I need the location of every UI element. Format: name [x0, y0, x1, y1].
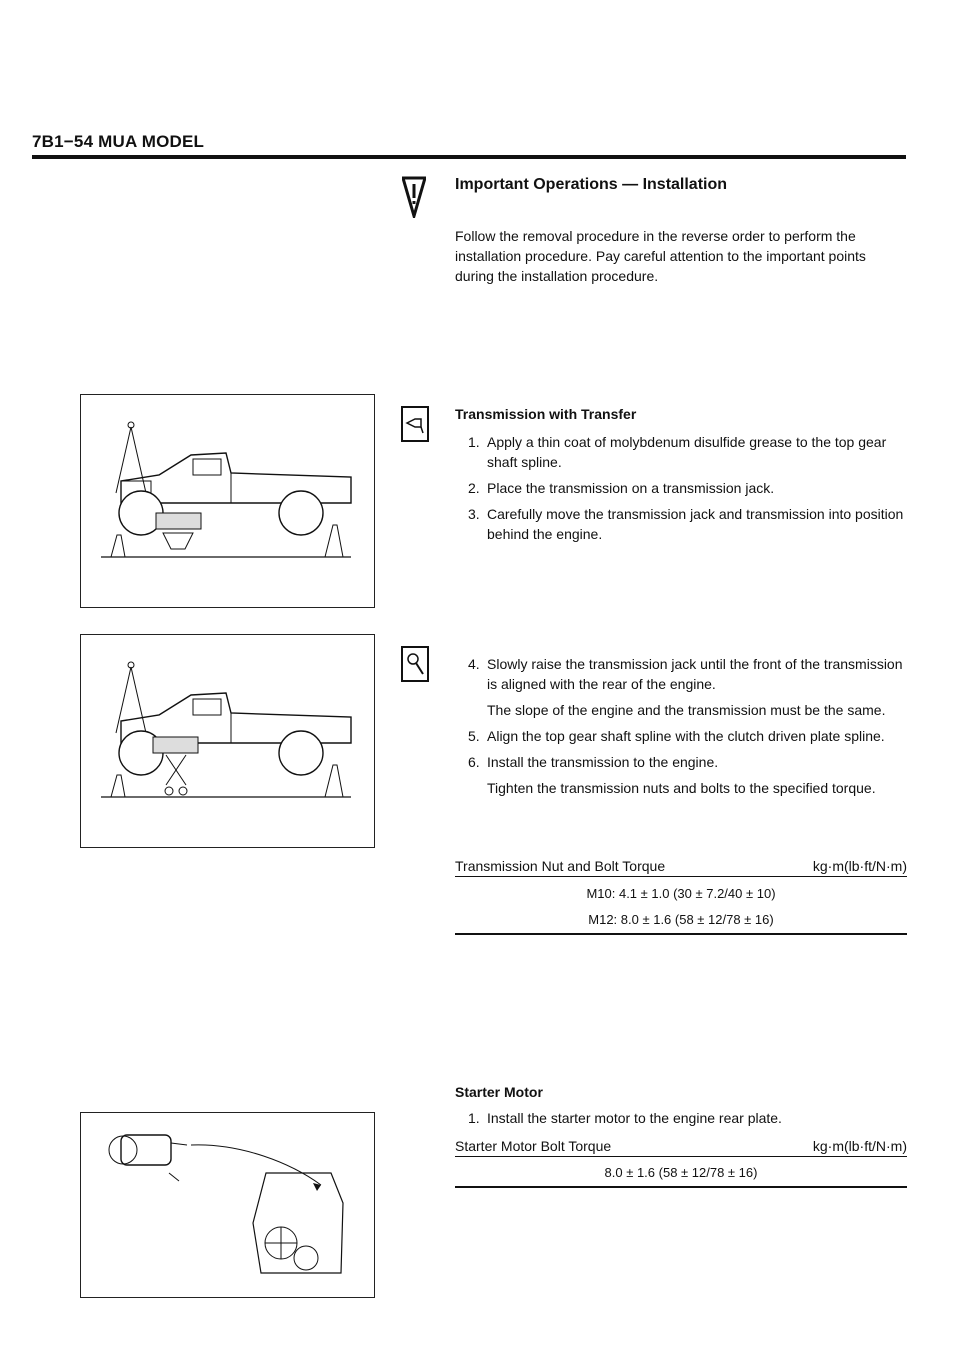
figure-transmission-on-jack — [80, 394, 375, 608]
list-item: 2. Place the transmission on a transmission jack. — [468, 480, 775, 496]
torque-value: 8.0 ± 1.6 (58 ± 12/78 ± 16) — [604, 1165, 758, 1180]
starter-torque-header — [455, 1138, 907, 1157]
transmission-torque-values — [455, 881, 907, 933]
list-item: 1. Install the starter motor to the engine rear plate. — [468, 1110, 782, 1126]
transmission-steps — [468, 432, 906, 550]
list-item: 6. Install the transmission to the engine. — [468, 754, 719, 770]
header-rule — [32, 155, 906, 159]
torque-unit: kg·m(lb·ft/N·m) — [812, 858, 907, 874]
important-operations-heading: Important Operations — Installation — [455, 176, 728, 193]
step-note: Tighten the transmission nuts and bolts to the specified torque. — [487, 780, 876, 796]
important-operations-text: Follow the removal procedure in the reverse order to perform the installation procedure. Pay careful attention to the important points during the installation procedure. — [455, 228, 866, 284]
list-item: 5. Align the top gear shaft spline with the clutch driven plate spline. — [468, 728, 885, 744]
starter-heading: Starter Motor — [455, 1084, 543, 1100]
torque-wrench-icon — [401, 646, 429, 682]
transmission-torque-header — [455, 858, 907, 877]
list-item: 4. Slowly raise the transmission jack until the front of the transmission is aligned with the rear of the engine. — [468, 656, 903, 692]
figure-starter-motor — [80, 1112, 375, 1298]
list-item: 3. Carefully move the transmission jack and transmission into position behind the engine. — [468, 506, 904, 542]
torque-value: M12: 8.0 ± 1.6 (58 ± 12/78 ± 16) — [588, 912, 774, 927]
list-item: 1. Apply a thin coat of molybdenum disulfide grease to the top gear shaft spline. — [468, 434, 887, 470]
step-note: The slope of the engine and the transmission must be the same. — [487, 702, 886, 718]
torque-unit: kg·m(lb·ft/N·m) — [812, 1138, 907, 1154]
warning-triangle-icon — [402, 176, 426, 218]
transmission-heading: Transmission with Transfer — [455, 406, 637, 422]
torque-label: Starter Motor Bolt Torque — [455, 1138, 612, 1154]
lubricate-icon — [401, 406, 429, 442]
torque-value: M10: 4.1 ± 1.0 (30 ± 7.2/40 ± 10) — [586, 886, 776, 901]
install-steps — [468, 654, 906, 804]
starter-steps — [468, 1108, 906, 1134]
torque-label: Transmission Nut and Bolt Torque — [455, 858, 666, 874]
starter-torque-values — [455, 1160, 907, 1186]
section-rule — [455, 933, 907, 935]
page-header: 7B1−54 MUA MODEL — [32, 132, 205, 151]
section-rule — [455, 1186, 907, 1188]
figure-transmission-aligned — [80, 634, 375, 848]
